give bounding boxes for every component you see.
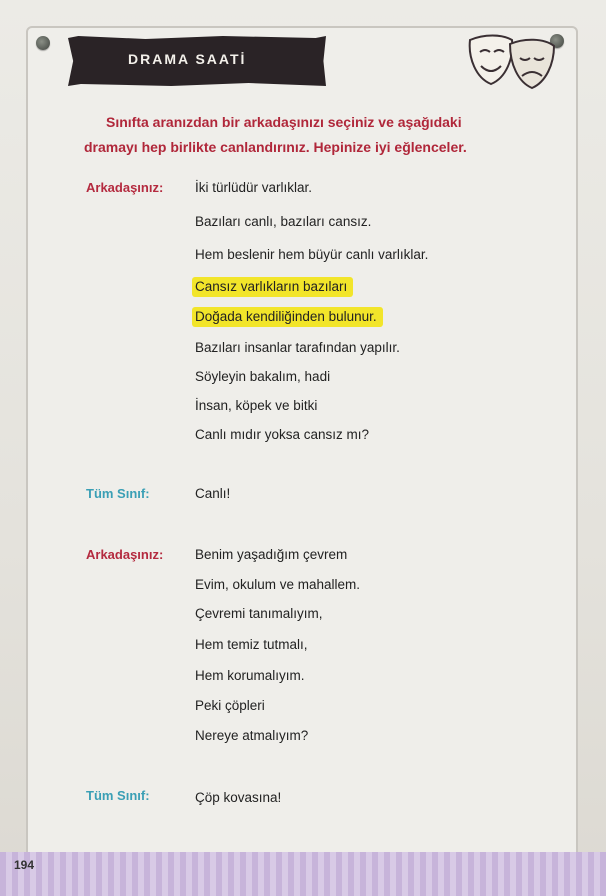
highlighted-verse-line: Cansız varlıkların bazıları (195, 279, 353, 294)
speaker-label: Arkadaşınız: (86, 180, 164, 195)
verse-line: Bazıları canlı, bazıları cansız. (195, 214, 372, 229)
class-label: Tüm Sınıf: (86, 486, 150, 501)
page-number: 194 (14, 858, 35, 872)
class-label: Tüm Sınıf: (86, 788, 150, 803)
instructions-line: dramayı hep birlikte canlandırınız. Hepinize iyi eğlenceler. (84, 139, 467, 155)
verse-line: Peki çöpleri (195, 698, 265, 713)
verse-line: Bazıları insanlar tarafından yapılır. (195, 340, 400, 355)
verse-line: İki türlüdür varlıklar. (195, 180, 313, 195)
instructions (84, 110, 562, 160)
verse-line: Hem temiz tutmalı, (195, 637, 308, 652)
verse-line: Canlı mıdır yoksa cansız mı? (195, 427, 370, 442)
instructions-line: Sınıfta aranızdan bir arkadaşınızı seçiniz ve aşağıdaki (106, 114, 462, 130)
verse-line: İnsan, köpek ve bitki (195, 398, 318, 413)
verse-line: Hem beslenir hem büyür canlı varlıklar. (195, 247, 429, 262)
pin-icon (36, 36, 50, 50)
verse-line: Nereye atmalıyım? (195, 728, 309, 743)
verse-line: Söyleyin bakalım, hadi (195, 369, 331, 384)
theatre-masks-icon (462, 30, 560, 92)
page-title: DRAMA SAATİ (128, 51, 247, 67)
verse-line: Çevremi tanımalıyım, (195, 606, 323, 621)
class-answer: Çöp kovasına! (195, 790, 282, 805)
highlighted-verse-line: Doğada kendiliğinden bulunur. (195, 309, 383, 324)
class-answer: Canlı! (195, 486, 231, 501)
speaker-label: Arkadaşınız: (86, 547, 164, 562)
verse-line: Evim, okulum ve mahallem. (195, 577, 361, 592)
verse-line: Hem korumalıyım. (195, 668, 305, 683)
verse-line: Benim yaşadığım çevrem (195, 547, 348, 562)
footer-stripe (0, 852, 606, 896)
